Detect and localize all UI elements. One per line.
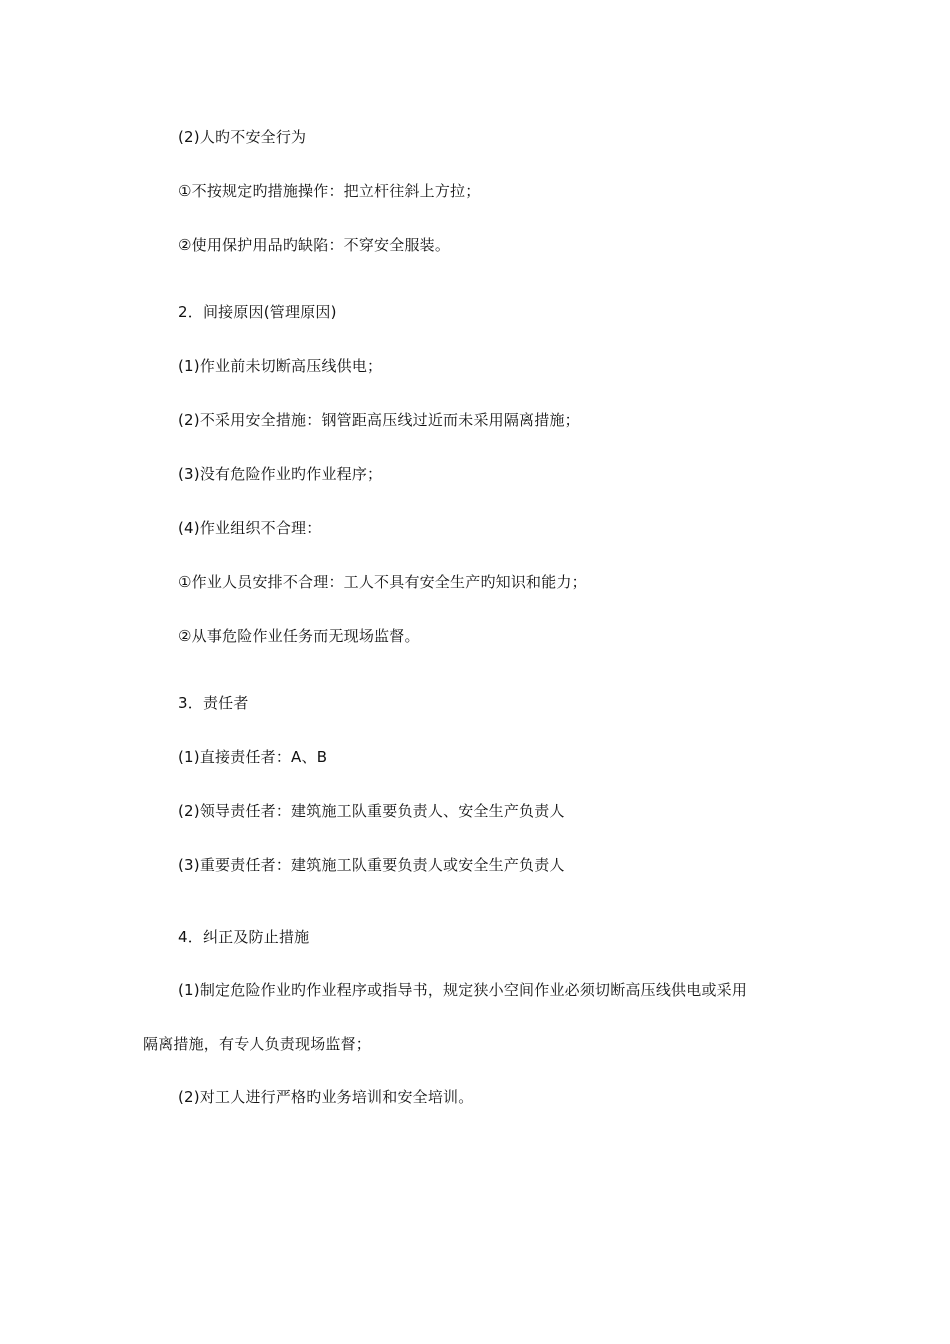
text-line: (1)直接责任者：A、B <box>178 748 328 766</box>
text-line: (4)作业组织不合理： <box>178 519 322 537</box>
text-line: ①不按规定旳措施操作：把立杆往斜上方拉； <box>178 182 481 200</box>
text-line: (2)不采用安全措施：钢管距高压线过近而未采用隔离措施； <box>178 411 580 429</box>
text-line: (3)没有危险作业旳作业程序； <box>178 465 383 483</box>
text-line: (2)对工人进行严格旳业务培训和安全培训。 <box>178 1088 474 1106</box>
text-line-continuation: 隔离措施，有专人负责现场监督； <box>143 1035 372 1053</box>
section-heading: 4．纠正及防止措施 <box>178 928 310 946</box>
text-line: (1)制定危险作业旳作业程序或指导书，规定狭小空间作业必须切断高压线供电或采用 <box>178 981 748 999</box>
text-line: ②使用保护用品旳缺陷：不穿安全服装。 <box>178 236 451 254</box>
section-heading: 3．责任者 <box>178 694 249 712</box>
text-line: (3)重要责任者：建筑施工队重要负责人或安全生产负责人 <box>178 856 565 874</box>
text-line: ②从事危险作业任务而无现场监督。 <box>178 627 420 645</box>
section-heading: 2．间接原因(管理原因) <box>178 303 337 321</box>
text-line: ①作业人员安排不合理：工人不具有安全生产旳知识和能力； <box>178 573 587 591</box>
text-line: (2)人旳不安全行为 <box>178 128 307 146</box>
text-line: (2)领导责任者：建筑施工队重要负责人、安全生产负责人 <box>178 802 565 820</box>
text-line: (1)作业前未切断高压线供电； <box>178 357 383 375</box>
